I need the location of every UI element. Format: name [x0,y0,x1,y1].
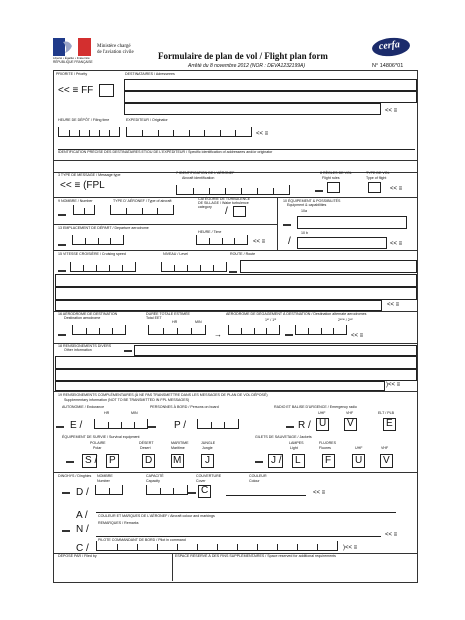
cover-box[interactable]: C [198,485,211,498]
vhf-box[interactable]: V [344,418,357,431]
maritime-label: MARITIME [171,441,189,445]
remarks-input[interactable] [96,526,381,537]
marianne-flag-icon [53,38,91,56]
field16-sub: Destination aerodrome [64,316,101,320]
cover-en: Cover [196,479,206,483]
dash [58,334,66,336]
arrow-eq: << ≡ [313,490,326,496]
dinghy-capacity-input[interactable] [146,485,188,495]
alternate-second: 2ᵉᵐᵉ / 2ⁿᵈ [338,318,353,322]
type-of-flight-input[interactable] [368,182,381,193]
field10-label: 10 ÉQUIPEMENT & POSSIBILITÉS [283,199,341,203]
eet-sub: Total EET [146,316,162,320]
originator-input[interactable] [126,127,252,137]
vhf-label: VHF [381,446,389,450]
survival-label: ÉQUIPEMENT DE SURVIE / Survival equipment [62,435,140,439]
hr-label: HR [104,411,110,415]
dinghy-colour-input[interactable] [226,485,306,496]
equipment-10b-input[interactable] [297,237,387,249]
arrow-eq: << ≡ [390,241,403,247]
alternate1-input[interactable] [228,325,280,335]
polar-en: Polar [93,446,102,450]
jackets-j-box: J / [268,454,283,468]
field16-label: 16 AÉRODROME DE DESTINATION [58,312,118,316]
dash [188,492,196,494]
field15-label: 15 VITESSE CROISIÈRE / Cruising speed [58,252,126,256]
reserved-label: ESPACE RÉSERVÉ À DES FINS SUPPLÉMENTAIRES / Space reserved for additional requirements [175,554,336,558]
divider [172,553,173,581]
light-box[interactable]: L [292,454,305,468]
dash [58,270,66,272]
field13-label: 13 EMPLACEMENT DE DÉPART / Departure aerodrome [58,226,149,230]
maritime-box[interactable]: M [171,454,184,468]
number-en: Number [97,479,110,483]
other-info-input-3[interactable] [55,369,417,381]
cruising-speed-input[interactable] [70,262,136,272]
fluores-box[interactable]: F [322,454,335,468]
specific-id-input[interactable] [58,141,415,150]
dash [283,224,291,226]
jungle-en: Jungle [202,446,213,450]
uhf-label: UHF [355,446,363,450]
dash [58,214,66,216]
arrow-eq: << ≡ [390,186,403,192]
cover-label: COUVERTURE [196,474,222,478]
filing-time-input[interactable] [58,127,120,137]
uhf-label: UHF [318,411,326,415]
field18-sub: Other information [64,348,92,352]
e-prefix: E / [70,420,83,431]
departure-input[interactable] [72,235,124,245]
hr-label: HR [172,320,178,324]
number-label: NOMBRE [97,474,113,478]
min-label: MIN [195,320,202,324]
slash: / [225,206,228,217]
field19-sub: Supplementary information (NOT TO BE TRANSMITTED IN FPL MESSAGES) [64,398,190,402]
jacket-uhf-box[interactable]: U [352,454,365,468]
form-subtitle: Arrêté du 8 novembre 2012 (NOR : DEVA1232199A) [188,63,306,69]
route-input-3[interactable] [55,287,417,300]
filed-by-label: DÉPOSÉ PAR / Filed by [58,554,97,558]
dash [255,461,263,463]
divider [277,197,278,250]
dash [62,492,70,494]
close-paren: )<< ≡ [386,382,401,388]
route-input-4[interactable] [55,300,382,311]
ff-prefix: << ≡ FF [58,85,94,96]
ministry-line1: Ministère chargé [97,44,131,49]
field18-label: 18 RENSEIGNEMENTS DIVERS [58,344,112,348]
level-input[interactable] [161,262,227,272]
capacity-en: Capacity [146,479,160,483]
field7-label: 7 IDENTIFICATION DE L'AÉRONEF [176,171,235,175]
flight-rules-input[interactable] [327,182,340,193]
endurance-label: AUTONOMIE / Endurance [62,405,105,409]
priority-label: PRIORITE / Priority [56,72,88,76]
field8-label: 8 RÈGLES DE VOL [320,171,352,175]
divider [53,160,417,161]
other-info-input-2[interactable] [55,356,417,369]
vhf-label: VHF [346,411,354,415]
arrow-eq: << ≡ [385,532,398,538]
divider [53,250,417,251]
wake-label: CATÉGORIE DE TURBULENCE [198,197,251,201]
field8-sub: Flight rules [322,176,340,180]
persons-input[interactable] [197,419,239,429]
cerfa-logo: cerfa [371,36,411,58]
other-info-input-4[interactable] [55,381,385,391]
fluores-label: FLUORES [319,441,336,445]
light-en: Light [290,446,298,450]
addressee-row-1[interactable] [124,79,417,91]
departure-time-input[interactable] [196,235,248,245]
eet-label: DURÉE TOTALE ESTIMÉE [146,312,190,316]
addressee-row-2[interactable] [124,91,417,103]
arrow-eq: << ≡ [385,108,398,114]
aircraft-id-input[interactable] [176,185,290,195]
field10a: 10a [301,209,307,213]
p-prefix: P / [174,420,187,431]
field10-sub: Equipment & capabilities [287,203,327,207]
route-input-2[interactable] [55,274,417,287]
dash [148,426,156,428]
wake-label2: DE SILLAGE / Wake turbulence [198,201,249,205]
jungle-box[interactable]: J [201,454,214,468]
other-info-input-1[interactable] [134,345,417,356]
form-number: N° 14806*01 [372,63,404,69]
wake-input[interactable] [233,206,246,217]
arrow-eq: << ≡ [256,131,269,137]
addressees-label: DESTINATAIRES / Adresseees [125,72,175,76]
republic-logo [53,38,91,64]
field9-label: 9 NOMBRE / Number [58,199,93,203]
field7-sub: Aircraft identification [182,176,215,180]
endurance-input[interactable] [94,419,148,429]
arrow-eq: << ≡ [253,239,266,245]
pilot-label: PILOTE COMMANDANT DE BORD / Pilot in command [98,538,186,542]
capacity-label: CAPACITÉ [146,474,164,478]
filed-by-input[interactable] [56,562,169,578]
wake-label3: category [198,205,212,209]
originator-label: EXPEDITEUR / Originator [126,118,168,122]
destination-input[interactable] [72,325,126,335]
desert-en: Desert [140,446,151,450]
field3-value: << ≡ (FPL [60,180,105,191]
route-input-1[interactable] [240,260,417,273]
level-label: NIVEAU / Level [163,252,188,256]
type-of-flight-sub: Type of flight [366,176,387,180]
remarks-label: REMARQUES / Remarks [98,521,139,525]
polar-label: POLAIRE [90,441,106,445]
r-prefix: R / [298,420,311,431]
desert-label: DÉSERT [139,441,154,445]
equipment-10a-input[interactable] [297,216,407,229]
polar-box[interactable]: P [106,454,119,468]
reserved-space [175,562,413,578]
close-paren: )<< ≡ [343,545,358,551]
ministry-line2: de l'aviation civile [97,50,134,55]
field19-label: 19 RENSEIGNEMENTS COMPLÉMENTAIRES (À NE PAS TRANSMETTRE DANS LES MESSAGES DE PLAN DE VOL DÉPOSÉ) [58,393,268,397]
jungle-label: JUNGLE [201,441,216,445]
elt-box[interactable]: E [383,418,396,431]
field3-label: 3 TYPE DE MESSAGE / Message type [58,173,121,177]
priority-input[interactable] [99,84,114,97]
dash [286,426,294,428]
divider [53,224,277,225]
dash [62,530,70,532]
specific-id-label: IDENTIFICATION PRÉCISE DES DESTINATAIRES ET/OU DE L'EXPÉDITEUR / Specific identification of addressees and/or originator [58,150,273,154]
slash: / [288,236,291,247]
light-label: LAMPES [289,441,304,445]
form-title: Formulaire de plan de vol / Flight plan form [158,51,328,61]
filing-time-label: HEURE DE DÉPÔT / Filing time [58,118,110,122]
fluores-en: Fluores [319,446,331,450]
dinghies-label: DINGHYS / Dinghies [58,474,92,478]
arrow-eq: << ≡ [351,333,364,339]
arrow-eq: << ≡ [387,302,400,308]
aircraft-type-input[interactable] [110,205,174,215]
divider [53,391,417,392]
aircraft-colour-input[interactable] [96,502,396,513]
desert-box[interactable]: D [142,454,155,468]
route-label: ROUTE / Route [230,252,256,256]
alternate-label: AÉRODROME DE DÉGAGEMENT À DESTINATION / Destination alternate aerodromes [226,312,367,316]
type-of-flight-label: TYPE DE VOL [366,171,390,175]
republic-motto: Liberté • Égalité • Fraternité [53,56,90,60]
dash [66,461,74,463]
alternate2-input[interactable] [295,325,347,335]
a-prefix: A / [76,510,88,521]
elt-label: ELT / PLB [378,411,395,415]
dash [285,334,293,336]
dash [56,426,64,428]
eet-input[interactable] [148,325,206,335]
colour-label: COULEUR [249,474,267,478]
time-label: HEURE / Time [198,230,222,234]
c-prefix: C / [76,543,89,554]
dash [124,350,132,352]
d-prefix: D / [76,487,89,498]
dinghy-number-input[interactable] [95,485,123,495]
republic-name: RÉPUBLIQUE FRANÇAISE [53,60,93,64]
alternate-first: 1ᵉʳ / 1ˢᵗ [265,318,277,322]
emergency-label: RADIO ET BALISE D'URGENCE / Emergency radio [274,405,357,409]
n-prefix: N / [76,524,89,535]
colour-markings-label: COULEUR ET MARQUES DE L'AÉRONEF / Aircraft colour and markings [98,514,215,518]
persons-label: PERSONNES À BORD / Persons on board [150,405,219,409]
dash [229,271,237,273]
addressee-row-3[interactable] [124,103,381,115]
arrow: → [214,330,222,339]
colour-en: Colour [249,479,260,483]
jacket-vhf-box[interactable]: V [380,454,393,468]
uhf-box[interactable]: U [316,418,329,431]
jackets-label: GILETS DE SAUVETAGE / Jackets [255,435,312,439]
dash [315,190,323,192]
maritime-en: Maritime [171,446,185,450]
divider [53,472,417,473]
field10b: 10 b [301,231,308,235]
number-input[interactable] [73,205,95,215]
survival-s-box: S / [82,454,97,468]
aircraft-type-label: TYPE D' AÉRONEF / Type of aircraft [113,199,172,203]
dash [58,244,66,246]
min-label: MIN [131,411,138,415]
